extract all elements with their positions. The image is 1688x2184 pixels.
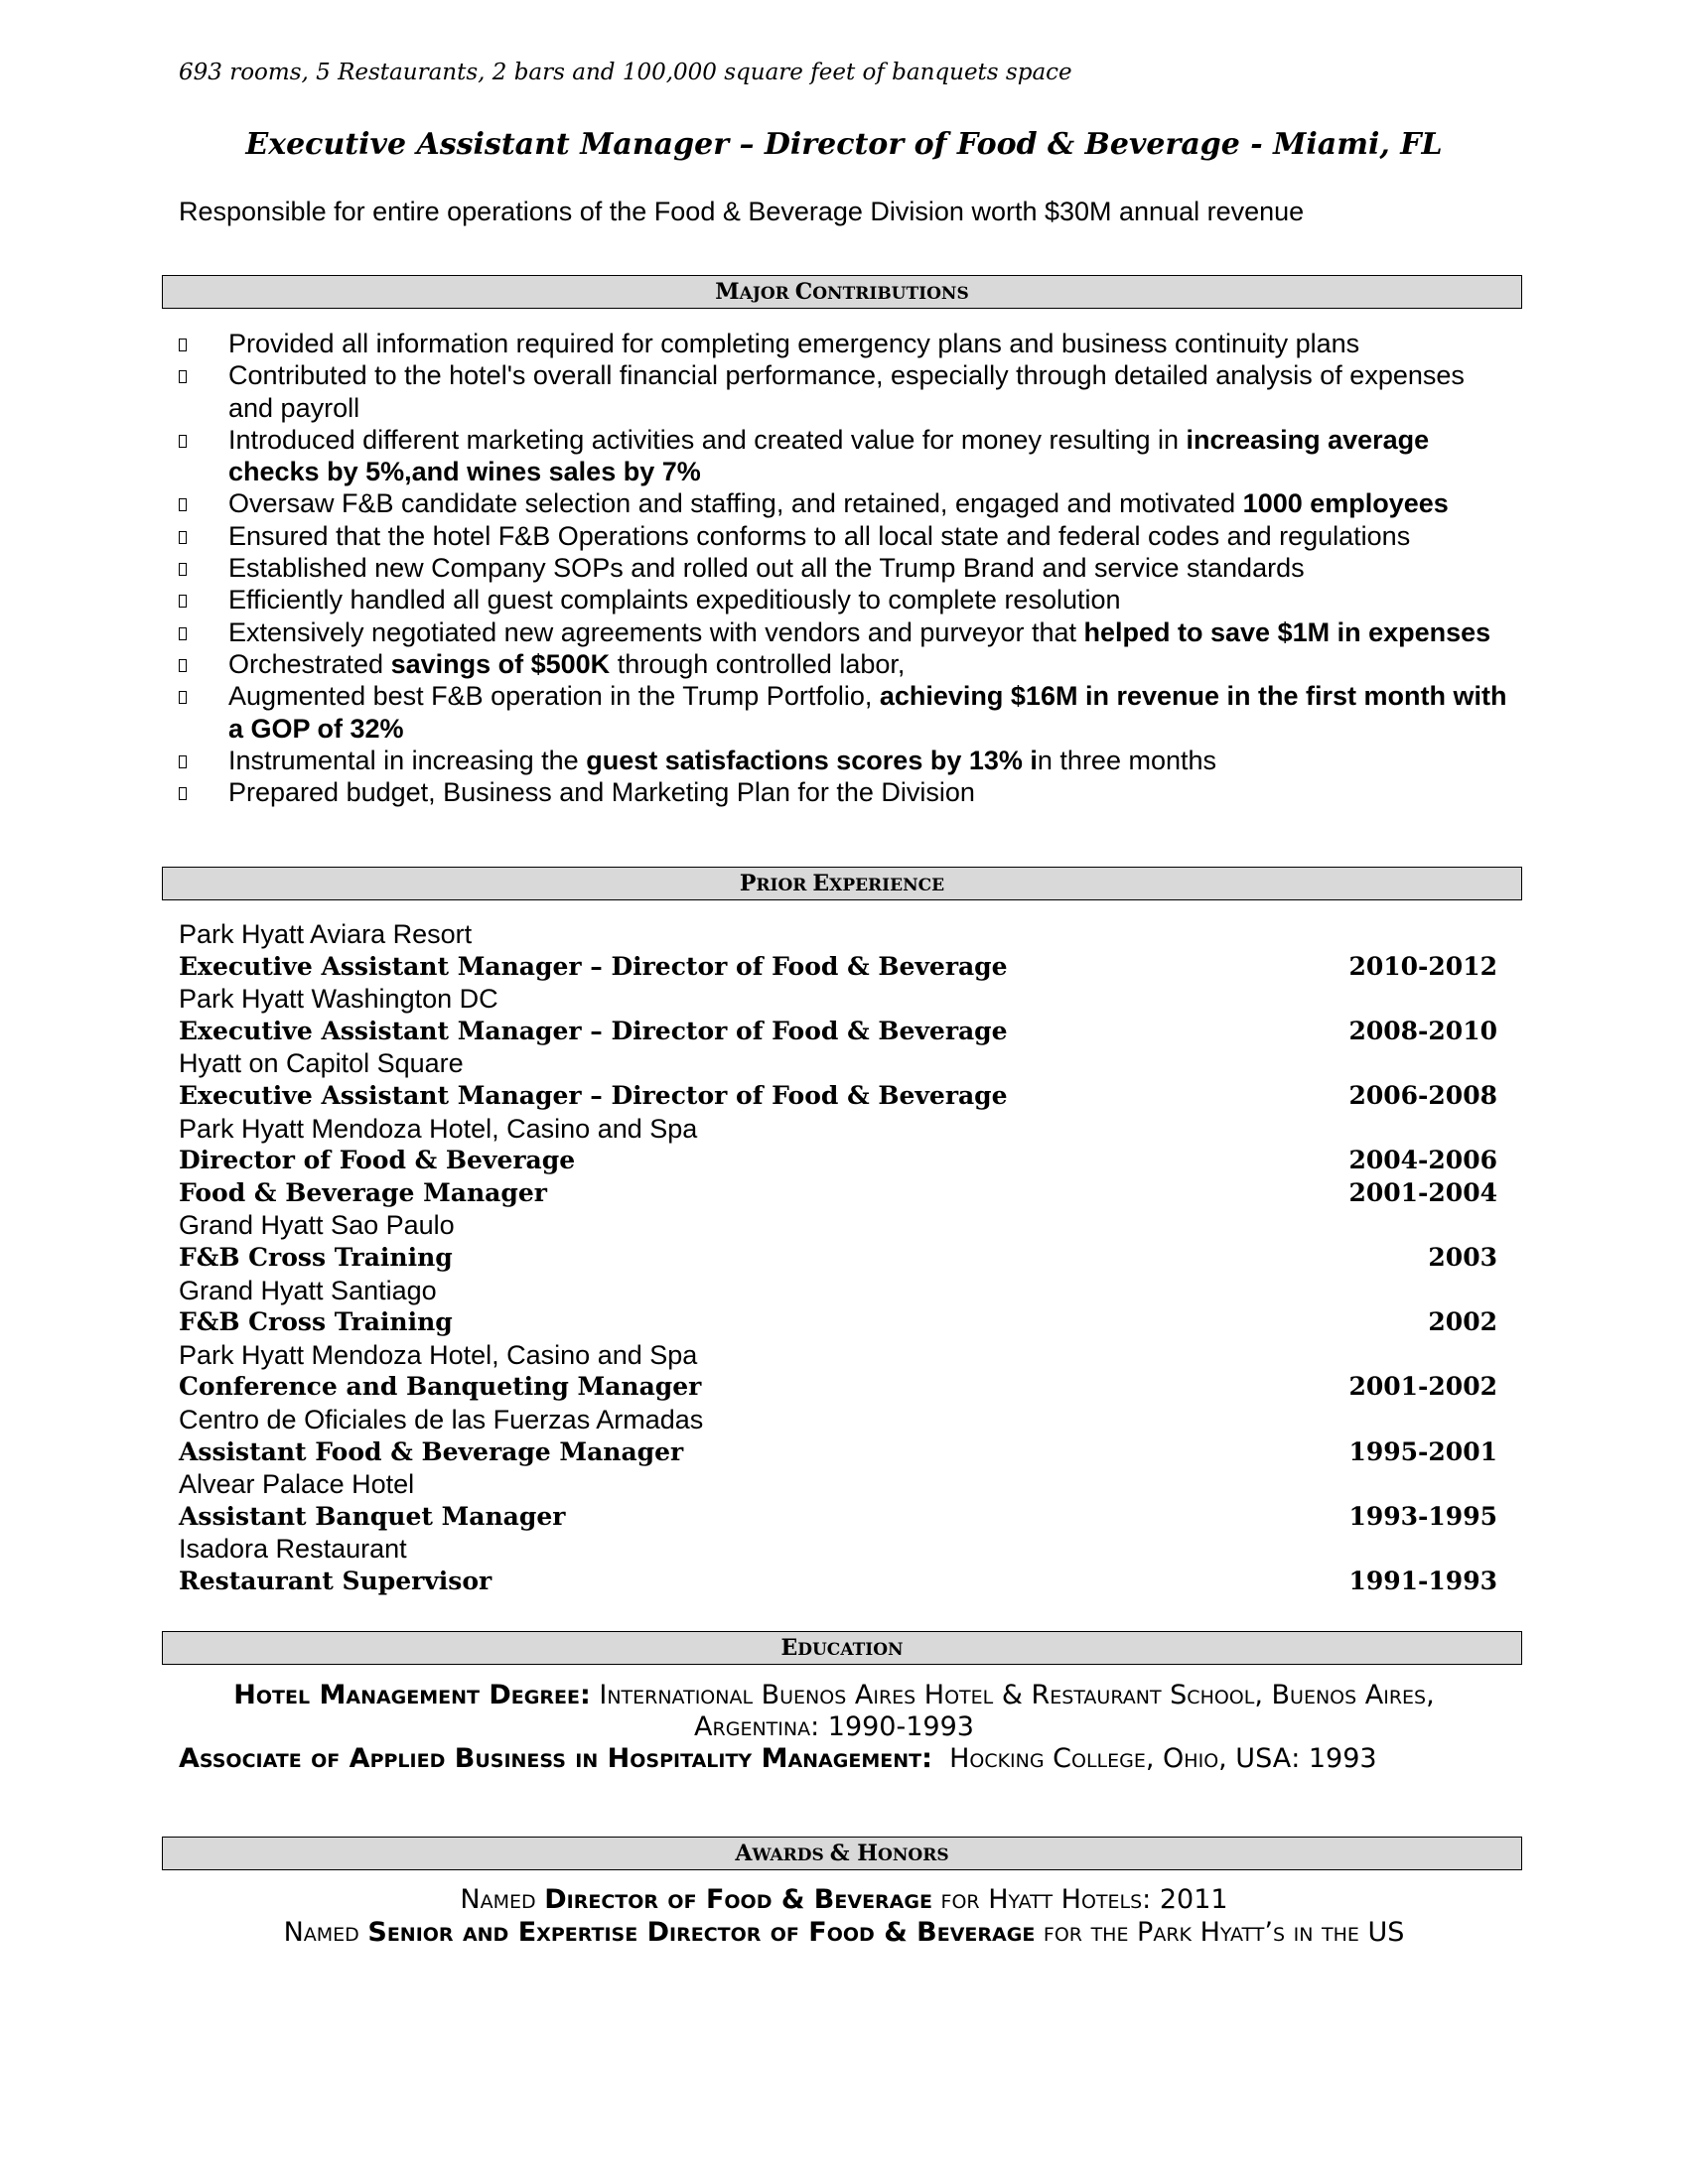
degree-1-years: : 1990-1993 bbox=[810, 1711, 974, 1742]
education-degree-2 bbox=[179, 1743, 1489, 1775]
bullet-icon bbox=[179, 435, 187, 448]
section-header-major-contributions: MAJOR CONTRIBUTIONS bbox=[162, 275, 1522, 309]
position-title: Conference and Banqueting Manager bbox=[179, 1372, 702, 1402]
bullet-icon bbox=[179, 563, 187, 576]
section-header-education: EDUCATION bbox=[162, 1631, 1522, 1665]
position-row bbox=[179, 1306, 1497, 1339]
bullet-icon bbox=[179, 370, 187, 383]
position-years: 1995-2001 bbox=[1348, 1436, 1497, 1466]
position-title: Restaurant Supervisor bbox=[179, 1566, 492, 1595]
employer-name: Alvear Palace Hotel bbox=[179, 1469, 415, 1500]
section-header-prior-experience: PRIOR EXPERIENCE bbox=[162, 867, 1522, 900]
employer-name: Park Hyatt Aviara Resort bbox=[179, 919, 473, 949]
education-degree-1 bbox=[179, 1680, 1489, 1743]
bullet-icon bbox=[179, 339, 187, 351]
position-row bbox=[179, 1145, 1497, 1177]
degree-1-label: Hotel Management Degree: bbox=[233, 1680, 591, 1710]
contribution-item: Orchestrated savings of $500K through controlled labor, bbox=[179, 648, 1509, 680]
position-row bbox=[179, 1177, 1497, 1210]
contribution-item: Prepared budget, Business and Marketing Plan for the Division bbox=[179, 776, 1509, 808]
bullet-icon bbox=[179, 691, 187, 704]
position-years: 2001-2004 bbox=[1348, 1177, 1497, 1207]
position-row bbox=[179, 1566, 1497, 1598]
position-title: Executive Assistant Manager – Director of Food & Beverage bbox=[179, 951, 1008, 981]
position-years: 2010-2012 bbox=[1348, 951, 1497, 981]
employer-name: Hyatt on Capitol Square bbox=[179, 1048, 464, 1079]
position-row bbox=[179, 1016, 1497, 1048]
position-title: Assistant Food & Beverage Manager bbox=[179, 1436, 684, 1466]
contribution-item: Efficiently handled all guest complaints expeditiously to complete resolution bbox=[179, 584, 1509, 615]
contribution-item: Extensively negotiated new agreements with vendors and purveyor that helped to save $1M in expenses bbox=[179, 616, 1509, 648]
position-row bbox=[179, 1436, 1497, 1469]
awards-list bbox=[0, 1883, 1688, 1949]
bullet-icon bbox=[179, 659, 187, 672]
position-title: Executive Assistant Manager – Director of Food & Beverage bbox=[179, 1080, 1008, 1110]
position-row bbox=[179, 1501, 1497, 1534]
employer-name: Park Hyatt Washington DC bbox=[179, 984, 498, 1015]
position-title: Food & Beverage Manager bbox=[179, 1177, 547, 1207]
experience-list bbox=[179, 918, 1497, 1597]
contribution-item: Introduced different marketing activities and created value for money resulting in increasing average checks by 5%,and wines sales by 7% bbox=[179, 424, 1509, 488]
contribution-item: Contributed to the hotel's overall financial performance, especially through detailed analysis of expenses and payroll bbox=[179, 359, 1509, 424]
position-row bbox=[179, 1371, 1497, 1404]
contributions-list bbox=[179, 328, 1509, 808]
employer-name: Park Hyatt Mendoza Hotel, Casino and Spa bbox=[179, 1113, 698, 1144]
position-years: 2004-2006 bbox=[1348, 1146, 1497, 1175]
position-title: Executive Assistant Manager – Director of Food & Beverage bbox=[179, 1016, 1008, 1045]
degree-1-school: International Buenos Aires Hotel & Restaurant School, Buenos Aires, Argentina bbox=[599, 1680, 1435, 1742]
property-summary: 693 rooms, 5 Restaurants, 2 bars and 100,000 square feet of banquets space bbox=[179, 60, 1072, 85]
employer-name: Grand Hyatt Santiago bbox=[179, 1275, 437, 1305]
bullet-icon bbox=[179, 595, 187, 608]
position-title: F&B Cross Training bbox=[179, 1307, 453, 1337]
degree-2-years: : 1993 bbox=[1291, 1743, 1377, 1774]
degree-2-label: Associate of Applied Business in Hospitality Management: bbox=[179, 1743, 932, 1774]
award-1: Named Director of Food & Beverage for Hyatt Hotels: 2011 bbox=[460, 1884, 1228, 1915]
bullet-icon bbox=[179, 531, 187, 544]
position-years: 2001-2002 bbox=[1348, 1372, 1497, 1402]
degree-2-school: Hocking College, Ohio, USA bbox=[949, 1743, 1292, 1774]
position-years: 2002 bbox=[1428, 1307, 1497, 1337]
position-years: 2003 bbox=[1428, 1242, 1497, 1272]
employer-name: Park Hyatt Mendoza Hotel, Casino and Spa bbox=[179, 1339, 698, 1370]
bullet-icon bbox=[179, 627, 187, 640]
employer-name: Grand Hyatt Sao Paulo bbox=[179, 1210, 455, 1241]
bullet-icon bbox=[179, 787, 187, 800]
position-row bbox=[179, 1242, 1497, 1275]
contribution-item: Augmented best F&B operation in the Trump Portfolio, achieving $16M in revenue in the first month with a GOP of 32% bbox=[179, 680, 1509, 745]
employer-name: Isadora Restaurant bbox=[179, 1534, 407, 1565]
position-title: F&B Cross Training bbox=[179, 1242, 453, 1272]
bullet-icon bbox=[179, 755, 187, 768]
bullet-icon bbox=[179, 498, 187, 511]
position-years: 2008-2010 bbox=[1348, 1016, 1497, 1045]
contribution-item: Oversaw F&B candidate selection and staffing, and retained, engaged and motivated 1000 employees bbox=[179, 487, 1509, 519]
award-2: Named Senior and Expertise Director of Food & Beverage for the Park Hyatt’s in the US bbox=[283, 1917, 1405, 1948]
position-title: Assistant Banquet Manager bbox=[179, 1501, 566, 1531]
contribution-item: Instrumental in increasing the guest satisfactions scores by 13% in three months bbox=[179, 745, 1509, 776]
position-row bbox=[179, 1080, 1497, 1113]
position-years: 2006-2008 bbox=[1348, 1080, 1497, 1110]
contribution-item: Ensured that the hotel F&B Operations conforms to all local state and federal codes and regulations bbox=[179, 520, 1509, 552]
job-title: Executive Assistant Manager – Director of Food & Beverage - Miami, FL bbox=[245, 127, 1443, 162]
position-years: 1991-1993 bbox=[1348, 1566, 1497, 1595]
position-years: 1993-1995 bbox=[1348, 1501, 1497, 1531]
section-header-awards-honors: AWARDS & HONORS bbox=[162, 1837, 1522, 1870]
contribution-item: Established new Company SOPs and rolled out all the Trump Brand and service standards bbox=[179, 552, 1509, 584]
contribution-item: Provided all information required for completing emergency plans and business continuity plans bbox=[179, 328, 1509, 359]
employer-name: Centro de Oficiales de las Fuerzas Armadas bbox=[179, 1404, 704, 1434]
role-summary: Responsible for entire operations of the Food & Beverage Division worth $30M annual revenue bbox=[179, 197, 1305, 226]
position-row bbox=[179, 951, 1497, 984]
position-title: Director of Food & Beverage bbox=[179, 1146, 576, 1175]
